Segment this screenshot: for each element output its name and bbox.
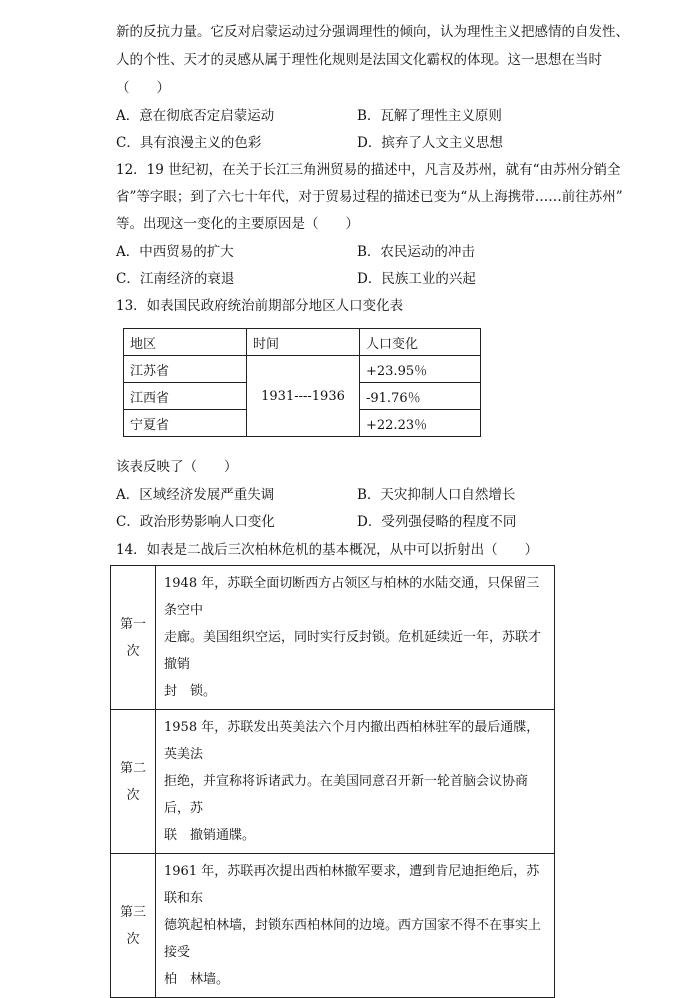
q12-stem-line-3: 等。出现这一变化的主要原因是（ ） <box>116 216 359 232</box>
q12-option-c: C．江南经济的衰退 <box>116 271 235 287</box>
row-content <box>156 854 555 998</box>
row-label <box>111 854 156 998</box>
region-cell: 江苏省 <box>124 356 247 383</box>
row-label-line: 第三 <box>119 904 146 920</box>
region-cell: 江西省 <box>124 383 247 410</box>
region-cell: 宁夏省 <box>124 410 247 437</box>
row-label-line: 次 <box>126 643 140 659</box>
time-cell: 1931----1936 <box>247 356 360 437</box>
q13-option-a: A．区域经济发展严重失调 <box>116 487 275 503</box>
q11-option-d: D．摈弃了人文主义思想 <box>357 135 503 151</box>
row-label-line: 第二 <box>119 760 146 776</box>
header-region: 地区 <box>124 329 247 356</box>
q13-title: 13．如表国民政府统治前期部分地区人口变化表 <box>116 298 404 314</box>
table-row <box>111 710 555 854</box>
content-line: 拒绝，并宣称将诉诸武力。在美国同意召开新一轮首脑会议协商后，苏 <box>164 774 529 816</box>
q13-option-c: C．政治形势影响人口变化 <box>116 514 275 530</box>
q12-option-a: A．中西贸易的扩大 <box>116 244 234 260</box>
row-content <box>156 566 555 710</box>
q11-stem-line-2: 人的个性、天才的灵感从属于理性化规则是法国文化霸权的体现。这一思想在当时 <box>116 52 602 68</box>
table-row <box>111 566 555 710</box>
q11-option-c: C．具有浪漫主义的色彩 <box>116 135 262 151</box>
content-line: 联 撤销通牒。 <box>164 828 256 843</box>
row-label <box>111 710 156 854</box>
change-cell: +22.23％ <box>360 410 481 437</box>
q11-option-a: A．意在彻底否定启蒙运动 <box>116 108 275 124</box>
population-table <box>123 328 481 437</box>
content-line: 封 锁。 <box>164 684 217 699</box>
q12-option-d: D．民族工业的兴起 <box>357 271 476 287</box>
row-label <box>111 566 156 710</box>
change-cell: +23.95％ <box>360 356 481 383</box>
q12-option-b: B．农民运动的冲击 <box>357 244 475 260</box>
header-time: 时间 <box>247 329 360 356</box>
q13-question: 该表反映了（ ） <box>116 459 238 475</box>
content-line: 1961 年，苏联再次提出西柏林撤军要求，遭到肯尼迪拒绝后，苏联和东 <box>164 864 540 906</box>
row-label-line: 次 <box>126 931 140 947</box>
content-line: 1948 年，苏联全面切断西方占领区与柏林的水陆交通，只保留三条空中 <box>164 576 540 618</box>
content-line: 1958 年，苏联发出英美法六个月内撤出西柏林驻军的最后通牒，英美法 <box>164 720 540 762</box>
content-line: 走廊。美国组织空运，同时实行反封锁。危机延续近一年，苏联才撤销 <box>164 630 542 672</box>
row-label-line: 次 <box>126 787 140 803</box>
q13-option-b: B．天灾抑制人口自然增长 <box>357 487 516 503</box>
q12-stem-line-2: 省”等字眼；到了六七十年代，对于贸易过程的描述已变为“从上海携带……前往苏州” <box>116 189 623 205</box>
q11-stem-line-1: 新的反抗力量。它反对启蒙运动过分强调理性的倾向，认为理性主义把感情的自发性、 <box>116 24 629 40</box>
q12-stem-line-1: 12．19 世纪初，在关于长江三角洲贸易的描述中，凡言及苏州，就有“由苏州分销全 <box>116 162 621 178</box>
row-content <box>156 710 555 854</box>
q13-option-d: D．受列强侵略的程度不同 <box>357 514 517 530</box>
berlin-crisis-table <box>110 565 555 998</box>
q11-stem-line-3: （ ） <box>116 80 170 96</box>
content-line: 柏 林墙。 <box>164 972 230 987</box>
content-line: 德筑起柏林墙，封锁东西柏林间的边境。西方国家不得不在事实上接受 <box>164 918 542 960</box>
table-row <box>111 854 555 998</box>
row-label-line: 第一 <box>119 616 146 632</box>
q14-title: 14．如表是二战后三次柏林危机的基本概况，从中可以折射出（ ） <box>116 542 539 558</box>
q11-option-b: B．瓦解了理性主义原则 <box>357 108 502 124</box>
header-change: 人口变化 <box>360 329 481 356</box>
change-cell: -91.76％ <box>360 383 481 410</box>
